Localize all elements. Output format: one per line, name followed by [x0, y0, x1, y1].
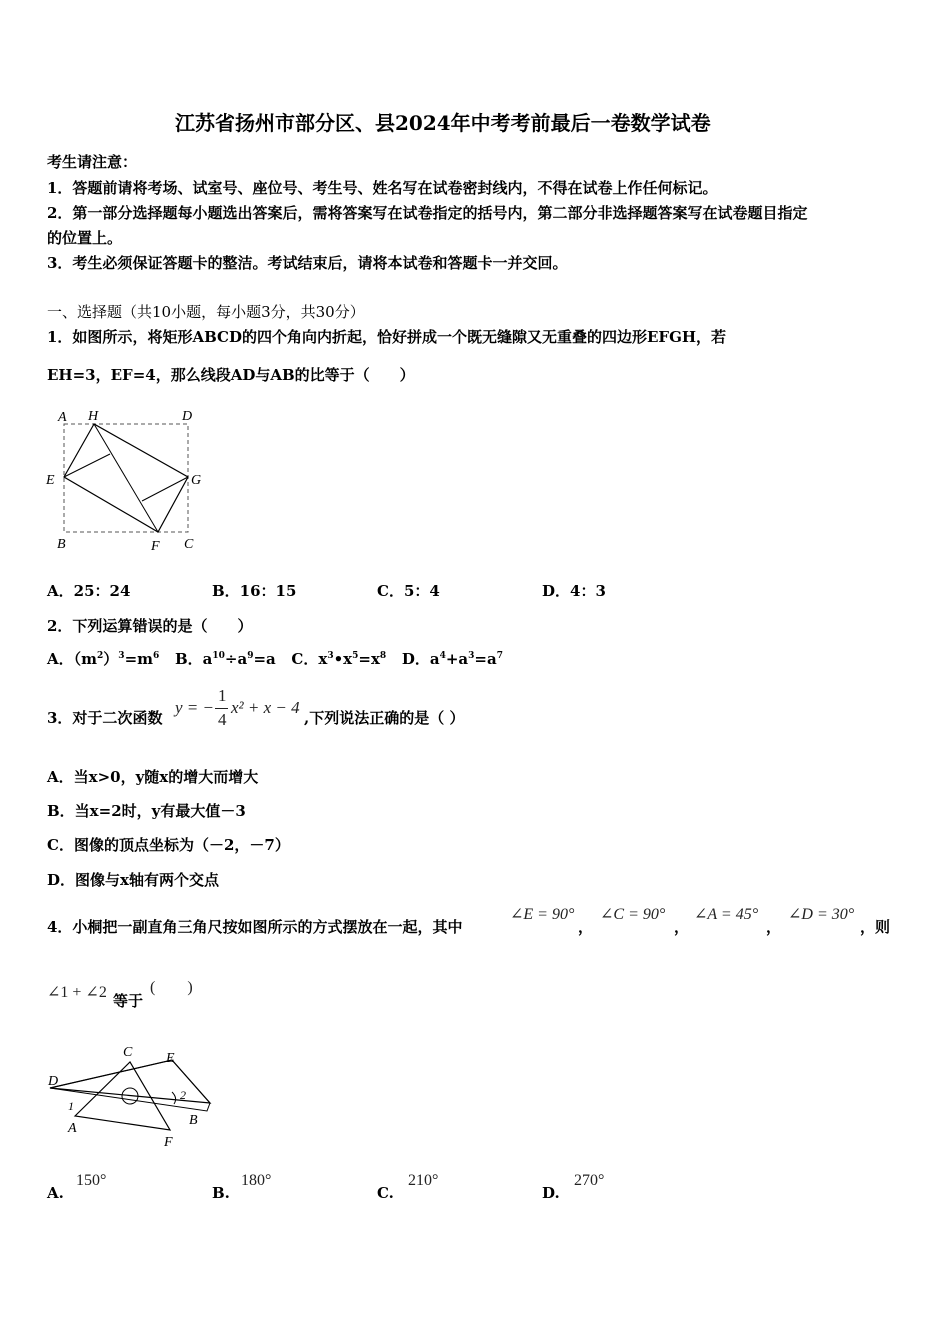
q2-options: [47, 650, 503, 668]
q4-option-c-letter: C.: [377, 1184, 394, 1202]
q3-option-d: D．图像与x轴有两个交点: [47, 871, 219, 889]
q4-option-c-value: 210°: [408, 1172, 439, 1189]
q4-label-b: B: [189, 1113, 198, 1128]
q3-formula: [175, 686, 305, 734]
q2-option-d: D．$a^4+a^3=a^7$: [401, 650, 503, 668]
q3-option-a: A．当x>0，y随x的增大而增大: [47, 768, 259, 786]
q1-label-a: A: [58, 410, 67, 425]
q4-angle-d: ∠D = 30°: [788, 906, 855, 923]
q4-label-c: C: [123, 1045, 133, 1060]
q4-stem-end: ，则: [860, 918, 891, 936]
q3-option-c: C．图像的顶点坐标为（－2，－7）: [47, 836, 290, 854]
q4-option-d-letter: D.: [542, 1184, 560, 1202]
q4-option-b-letter: B.: [212, 1184, 230, 1202]
question-1-line-1: 1．如图所示，将矩形ABCD的四个角向内折起，恰好拼成一个既无缝隙又无重叠的四边形EFGH，若: [47, 328, 727, 346]
q3-formula-y: y = −: [175, 698, 214, 717]
section-heading: 一、选择题（共10小题，每小题3分，共30分）: [47, 303, 365, 321]
q3-formula-rest: x² + x − 4: [231, 698, 300, 717]
question-1-line-2: EH=3，EF=4，那么线段AD与AB的比等于（ ）: [47, 366, 415, 384]
notice-heading: 考生请注意：: [47, 153, 138, 171]
q4-option-a-value: 150°: [76, 1172, 107, 1189]
q4-triangles-figure: [42, 1040, 217, 1150]
notice-item-3: 3．考生必须保证答题卡的整洁。考试结束后，请将本试卷和答题卡一并交回。: [47, 254, 568, 272]
q1-label-e: E: [46, 473, 55, 488]
q4-angle-a: ∠A = 45°: [694, 906, 759, 923]
q1-option-c: C．5：4: [377, 582, 440, 600]
q4-label-1: 1: [68, 1099, 74, 1113]
q3-option-b: B．当x=2时，y有最大值－3: [47, 802, 246, 820]
notice-item-2-cont: 的位置上。: [47, 229, 123, 247]
q1-rectangle-figure: [42, 402, 212, 552]
notice-item-2: 2．第一部分选择题每小题选出答案后，需将答案写在试卷指定的括号内，第二部分非选择题答案写在试卷题目指定: [47, 204, 808, 222]
q4-angle-c: ∠C = 90°: [600, 906, 666, 923]
q4-label-2: 2: [180, 1088, 186, 1102]
q3-formula-denominator: 4: [218, 710, 227, 729]
q3-fraction-bar: [215, 708, 228, 709]
question-4-stem-pre: 4．小桐把一副直角三角尺按如图所示的方式摆放在一起，其中: [47, 918, 463, 936]
q4-sep-3: ，: [766, 918, 782, 936]
page-title: 江苏省扬州市部分区、县2024年中考考前最后一卷数学试卷: [175, 111, 711, 135]
q4-sum-text: 等于: [113, 992, 144, 1010]
q4-option-d-value: 270°: [574, 1172, 605, 1189]
q1-option-d: D．4：3: [542, 582, 606, 600]
q4-sep-1: ，: [578, 918, 594, 936]
q4-sep-2: ，: [674, 918, 690, 936]
q4-option-a-letter: A.: [47, 1184, 64, 1202]
q3-formula-numerator: 1: [218, 686, 227, 705]
q1-label-c: C: [184, 537, 194, 552]
q2-option-c: C．$x^3•x^5=x^8$: [291, 650, 387, 668]
q1-option-b: B．16：15: [212, 582, 297, 600]
question-3-stem-pre: 3．对于二次函数: [47, 709, 163, 727]
q1-option-a: A．25：24: [47, 582, 131, 600]
q1-label-f: F: [151, 539, 160, 552]
q4-paren: ( ): [150, 979, 193, 996]
q4-label-f: F: [164, 1135, 173, 1150]
q4-label-d: D: [48, 1074, 59, 1089]
q4-angle-e: ∠E = 90°: [510, 906, 575, 923]
q4-sum-expression: ∠1 + ∠2: [47, 984, 107, 1001]
q2-option-a: A．$(m^2)^3=m^6$: [47, 650, 160, 668]
q4-label-a: A: [68, 1121, 77, 1136]
q2-option-b: B．$a^{10}\div a^9=a$: [174, 650, 276, 668]
q1-label-b: B: [57, 537, 66, 552]
q1-label-g: G: [191, 473, 202, 488]
q4-label-e: E: [166, 1051, 175, 1066]
q4-option-b-value: 180°: [241, 1172, 272, 1189]
question-2-stem: 2．下列运算错误的是（ ）: [47, 617, 253, 635]
notice-item-1: 1．答题前请将考场、试室号、座位号、考生号、姓名写在试卷密封线内，不得在试卷上作任何标记。: [47, 179, 718, 197]
q1-label-h: H: [88, 409, 99, 424]
q1-label-d: D: [182, 409, 193, 424]
question-3-stem-post: ,下列说法正确的是（ ）: [304, 709, 465, 727]
